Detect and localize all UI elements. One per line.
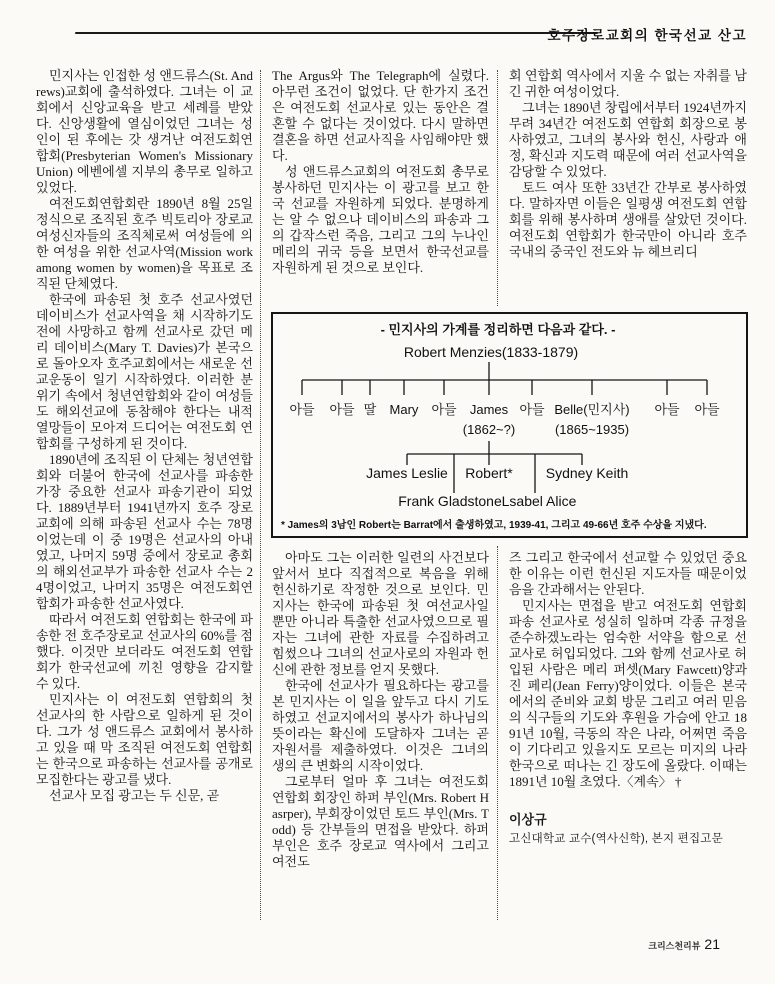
paragraph: 아마도 그는 이러한 일련의 사건보다 앞서서 보다 직접적으로 복음을 위해 헌신하기로 작정한 것으로 보인다. 민지사는 한국에 파송된 첫 여선교사일 뿐만 아니라 특출한 선교사였으므로 필자는 그녀에 관한 자료를 수집하려고 힘썼으나 그녀의 선교사로의 자원과 헌신에 관한 정보를 얻지 못했다. — [272, 550, 489, 677]
tree-grandchild-sydney-keith: Sydney Keith — [545, 465, 629, 481]
column-3-bottom-text — [509, 550, 747, 790]
tree-gen1-drop-lines — [302, 380, 707, 395]
tree-grandchild-robert: Robert* — [465, 465, 513, 481]
column-1 — [36, 68, 253, 804]
column-3-bottom — [509, 550, 747, 847]
tree-child-6: 아들 — [519, 402, 545, 417]
tree-child-8: 아들 — [654, 402, 680, 417]
tree-grandchild-james-leslie: James Leslie — [366, 465, 448, 481]
tree-gen2-short-drop-lines — [407, 454, 582, 465]
page-number: 21 — [704, 936, 720, 952]
paragraph: 즈 그리고 한국에서 선교할 수 있었던 중요한 이유는 이런 헌신된 지도자들 때문이었음을 간과해서는 안된다. — [509, 550, 747, 597]
paragraph: 민지사는 이 여전도회 연합회의 첫 선교사의 한 사람으로 일하게 된 것이다. 그가 성 앤드류스 교회에서 봉사하고 있을 때 막 조직된 여전도회 연합회는 한국으로 파송하는 선교사를 공개로 모집한다는 광고를 냈다. — [36, 692, 253, 787]
paragraph: 따라서 여전도회 연합회는 한국에 파송한 전 호주장로교 선교사의 60%를 점했다. 이것만 보더라도 여전도회 연합회가 한국선교에 끼친 영향을 감지할 수 있다. — [36, 612, 253, 691]
paragraph: 1890년에 조직된 이 단체는 청년연합회와 더불어 한국에 선교사를 파송한 가장 중요한 선교사 파송기관이 되었다. 1889년부터 1941년까지 호주 장로교회에 의해 파송된 선교사 수는 78명이었는데 이 중 19명은 선교사의 아내였고, 나머지 59명 중에서 장로교 총회의 해외선교부가 파송한 선교사 수는 24명이었고, 나머지 35명은 여전도회연합회가 파송한 선교사였다. — [36, 452, 253, 611]
paragraph: 민지사는 면접을 받고 여전도회 연합회 파송 선교사로 성실히 일하며 각종 규정을 준수하겠노라는 엄숙한 서약을 함으로 선교사로 허입되었다. 그와 함께 선교사로 허입된 사람은 메리 퍼셋(Mary Fawcett)양과 진 페리(Jean Ferry)양이었다. 이들은 본국에서의 준비와 교회 방문 그리고 여러 믿음의 식구들의 기도와 후원을 가슴에 안고 1891년 10월, 극동의 작은 나라, 어쩌면 죽음이 기다리고 있을지도 모르는 미지의 나라 한국으로 떠나는 긴 장도에 올랐다. 이때는 1891년 10월 초였다.〈계속〉 † — [509, 598, 747, 789]
author-title: 고신대학교 교수(역사신학), 본지 편집고문 — [509, 833, 723, 845]
tree-child-4: 아들 — [431, 402, 457, 417]
tree-root-name: Robert Menzies(1833-1879) — [403, 344, 579, 360]
paragraph: 회 연합회 역사에서 지울 수 없는 자취를 남긴 귀한 여성이었다. — [509, 68, 747, 99]
family-tree-diagram — [273, 314, 746, 536]
page-header-title: 호주장로교회의 한국선교 산고 — [547, 28, 747, 43]
tree-footnote: * James의 3남인 Robert는 Barrat에서 출생하였고, 1939-41, 그리고 49-66년 호주 수상을 지냈다. — [281, 520, 707, 531]
paragraph: 선교사 모집 광고는 두 신문, 곧 — [49, 788, 220, 803]
paragraph: 한국에 파송된 첫 호주 선교사였던 데이비스가 선교사역을 채 시작하기도 전에 사망하고 함께 선교사로 갔던 메리 데이비스(Mary T. Davies)가 본국으로 돌아오자 호주교회에서는 새로운 선교운동이 일기 시작하였다. 이러한 분위기 속에서 청년연합회와 같이 여성들도 해외선교에 동참해야 한다는 내적 열망들이 모아져 드디어는 여전도회 연합회를 구성하게 된 것이다. — [36, 292, 253, 451]
tree-child-3: Mary — [389, 402, 419, 417]
paragraph: 토드 여사 또한 33년간 간부로 봉사하였다. 말하자면 이들은 일평생 여전도회 연합회를 위해 봉사하며 생애를 살았던 것이다. 여전도회 연합회가 한국만이 아니라 호주 국내의 중국인 전도와 뉴 헤브리디 — [509, 180, 747, 259]
paragraph: The Argus와 The Telegraph에 실렸다. 아무런 조건이 없었다. 단 한가지 조건은 여전도회 선교사로 있는 동안은 결혼할 수 없다는 것이었다. 다시 말하면 결혼을 하면 선교사직을 사임해야만 했다. — [272, 68, 489, 163]
author-name: 이상규 — [509, 812, 547, 827]
magazine-name: 크리스천리뷰 — [648, 941, 701, 951]
paragraph: 여전도회연합회란 1890년 8월 25일 정식으로 조직된 호주 빅토리아 장로교 여성신자들의 조직체로써 여성들에 의한 여성을 위한 선교사역(Mission work among women by women)을 목표로 조직된 단체였다. — [36, 196, 253, 291]
paragraph: 한국에 선교사가 필요하다는 광고를 본 민지사는 이 일을 앞두고 다시 기도하였고 선교지에서의 봉사가 하나님의 뜻이라는 확신에 도달하자 그녀는 곧 자원서를 제출하였다. 이것은 그녀의 생의 큰 변화의 시작이었다. — [272, 678, 489, 773]
column-2-top — [272, 68, 489, 308]
tree-belle-years: (1865~1935) — [554, 422, 630, 437]
tree-caption: - 민지사의 가계를 정리하면 다음과 같다. - — [380, 322, 616, 337]
column-2-bottom — [272, 550, 489, 870]
tree-child-5-james: James — [469, 402, 509, 417]
column-divider-left — [260, 70, 261, 920]
tree-james-years: (1862~?) — [462, 422, 516, 437]
footer — [648, 936, 720, 952]
paragraph: 성 앤드류스교회의 여전도회 총무로 봉사하던 민지사는 이 광고를 보고 한국 선교를 자원하게 되었다. 분명하게는 알 수 없으나 데이비스의 파송과 그의 갑작스런 죽음, 그리고 그의 누나인 메리의 귀국 등을 보면서 한국선교를 자원하게 된 것으로 보인다. — [272, 164, 489, 275]
paragraph: 그로부터 얼마 후 그녀는 여전도회 연합회 회장인 하퍼 부인(Mrs. Robert Hasrper), 부회장이었던 토드 부인(Mrs. Todd) 등 간부들의 면접을 받았다. 하퍼 부인은 호주 장로교 역사에서 그리고 여전도 — [272, 774, 489, 869]
header-rule — [75, 32, 598, 34]
tree-child-7-belle: Belle(민지사) — [554, 402, 630, 417]
tree-child-2: 딸 — [363, 402, 377, 417]
tree-grandchild-frank-gladstone: Frank Gladstone — [398, 493, 502, 509]
column-divider-right-top — [497, 70, 498, 306]
column-divider-right-bottom — [497, 546, 498, 920]
tree-child-1: 아들 — [329, 402, 355, 417]
paragraph: 그녀는 1890년 창립에서부터 1924년까지 무려 34년간 여전도회 연합회 회장으로 봉사하였고, 그녀의 봉사와 헌신, 사랑과 애정, 확신과 지도력 때문에 여러 선교사역을 감당할 수 있었다. — [509, 100, 747, 179]
paragraph: 민지사는 인접한 성 앤드류스(St. Andrews)교회에 출석하였다. 그녀는 이 교회에서 신앙교육을 받고 세례를 받았다. 신앙생활에 열심이었던 그녀는 성인이 된 후에는 갓 생겨난 여전도회연합회(Presbyterian Women's Missionary Union) 에벤에셀 지부의 총무로 일하고 있었다. — [36, 68, 253, 195]
family-tree-box — [271, 312, 748, 538]
tree-child-0: 아들 — [289, 402, 315, 417]
tree-grandchild-lsabel-alice: Lsabel Alice — [501, 493, 577, 509]
column-3-top — [509, 68, 747, 308]
tree-child-9: 아들 — [694, 402, 720, 417]
